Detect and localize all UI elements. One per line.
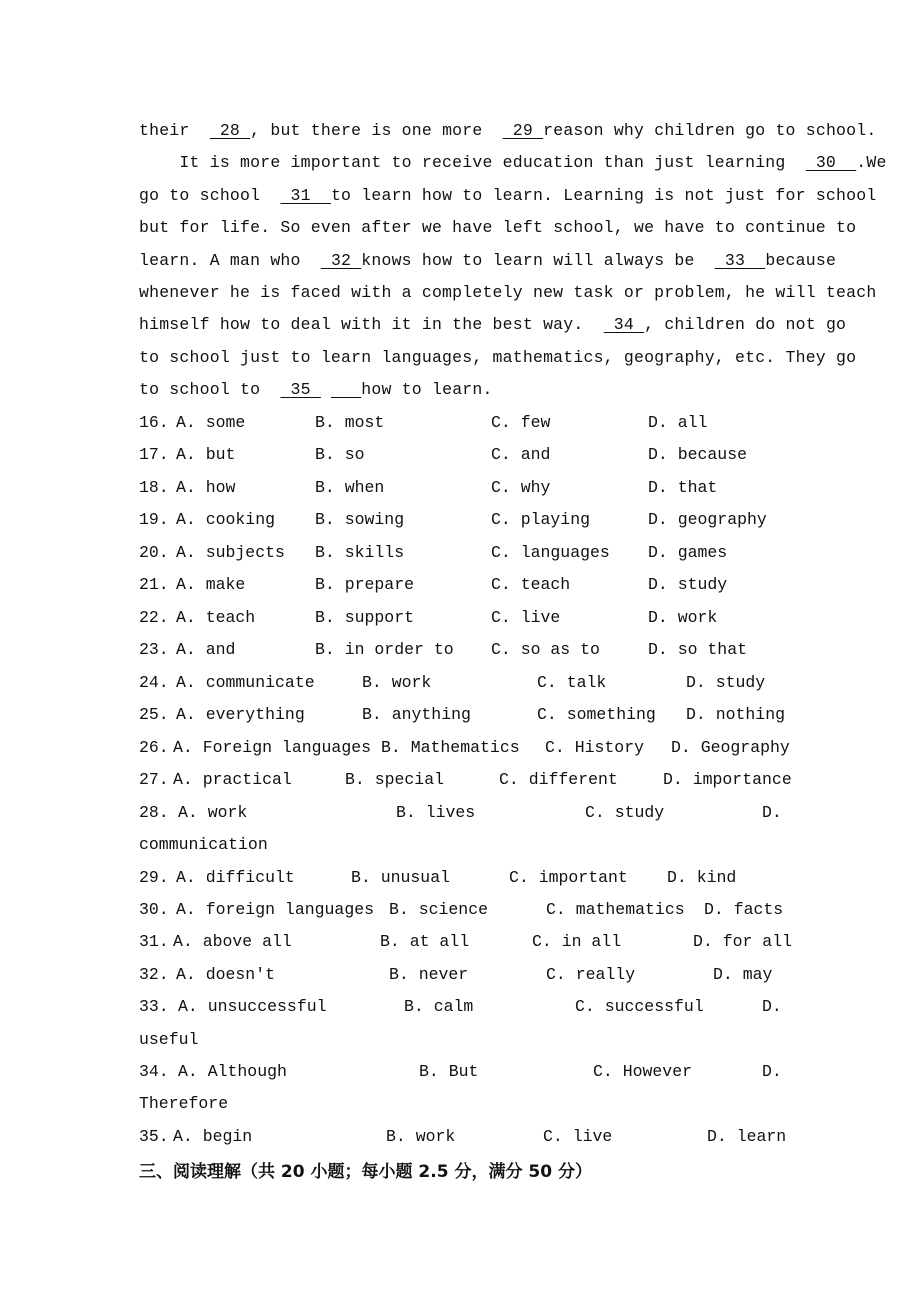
blank-29: 29 — [502, 121, 544, 140]
option-c: C. few — [491, 413, 551, 432]
option-d: D. games — [648, 543, 728, 562]
question-20 — [139, 542, 781, 564]
option-b: B. anything — [362, 705, 471, 724]
option-a: A. some — [176, 413, 246, 432]
option-b: B. lives — [396, 803, 476, 822]
option-d: D. nothing — [686, 705, 786, 724]
question-31 — [139, 931, 793, 953]
option-d: D. kind — [667, 868, 737, 887]
blank-33: 33 — [714, 251, 766, 270]
option-c: C. talk — [537, 673, 607, 692]
question-number: 30. — [139, 900, 169, 919]
option-d: D. so that — [648, 640, 748, 659]
option-a: A. communicate — [176, 673, 315, 692]
option-c: C. important — [509, 868, 628, 887]
option-b: B. when — [315, 478, 385, 497]
option-d: D. facts — [704, 900, 784, 919]
question-27 — [139, 769, 792, 791]
blank-32: 32 — [320, 251, 362, 270]
question-number: 31. — [139, 932, 169, 951]
option-b: B. sowing — [315, 510, 405, 529]
option-a: A. everything — [176, 705, 305, 724]
passage-line: to school to 35 how to learn. — [139, 380, 493, 399]
question-22 — [139, 607, 781, 629]
question-number: 34. — [139, 1062, 169, 1081]
option-b: B. But — [419, 1062, 479, 1081]
option-a: A. Although — [178, 1062, 287, 1081]
blank-35-extra — [331, 380, 361, 399]
option-b: B. so — [315, 445, 365, 464]
blank-28: 28 — [209, 121, 251, 140]
option-b: B. work — [386, 1127, 456, 1146]
question-25 — [139, 704, 786, 726]
question-34-wrap — [139, 1093, 781, 1115]
option-a: A. teach — [176, 608, 256, 627]
option-c: C. History — [545, 738, 645, 757]
option-a: A. how — [176, 478, 236, 497]
option-c: C. and — [491, 445, 551, 464]
option-c: C. live — [491, 608, 561, 627]
option-a: A. make — [176, 575, 246, 594]
passage-line: whenever he is faced with a completely new task or problem, he will teach — [139, 283, 877, 302]
option-b: B. work — [362, 673, 432, 692]
option-d: D. all — [648, 413, 708, 432]
question-number: 25. — [139, 705, 169, 724]
question-24 — [139, 672, 781, 694]
question-number: 23. — [139, 640, 169, 659]
option-d: D. that — [648, 478, 718, 497]
passage-line: himself how to deal with it in the best way. 34 , children do not go — [139, 315, 847, 334]
option-b: B. Mathematics — [381, 738, 520, 757]
option-b: B. prepare — [315, 575, 415, 594]
option-b: B. most — [315, 413, 385, 432]
option-d-text: useful — [139, 1030, 199, 1049]
question-number: 16. — [139, 413, 169, 432]
option-c: C. However — [593, 1062, 693, 1081]
question-28 — [139, 802, 781, 824]
question-number: 20. — [139, 543, 169, 562]
option-a: A. practical — [173, 770, 292, 789]
option-c: C. successful — [575, 997, 704, 1016]
option-b: B. unusual — [351, 868, 451, 887]
blank-30: 30 — [805, 153, 857, 172]
question-number: 29. — [139, 868, 169, 887]
option-a: A. doesn't — [176, 965, 276, 984]
question-number: 17. — [139, 445, 169, 464]
option-d: D. geography — [648, 510, 767, 529]
option-d-text: Therefore — [139, 1094, 229, 1113]
question-number: 26. — [139, 738, 169, 757]
question-19 — [139, 509, 781, 531]
option-a: A. but — [176, 445, 236, 464]
option-c: C. teach — [491, 575, 571, 594]
question-number: 33. — [139, 997, 169, 1016]
question-17 — [139, 444, 781, 466]
option-a: A. above all — [173, 932, 292, 951]
question-16 — [139, 412, 781, 434]
question-number: 27. — [139, 770, 169, 789]
option-c: C. so as to — [491, 640, 600, 659]
option-a: A. unsuccessful — [178, 997, 327, 1016]
question-23 — [139, 639, 781, 661]
option-d: D. importance — [663, 770, 792, 789]
question-number: 32. — [139, 965, 169, 984]
option-c: C. in all — [532, 932, 622, 951]
option-b: B. skills — [315, 543, 405, 562]
option-c: C. something — [537, 705, 656, 724]
option-d: D. because — [648, 445, 748, 464]
passage-line: to school just to learn languages, mathematics, geography, etc. They go — [139, 348, 857, 367]
option-a: A. begin — [173, 1127, 253, 1146]
option-a: A. difficult — [176, 868, 295, 887]
question-35 — [139, 1126, 787, 1148]
passage-line: their 28 , but there is one more 29 reason why children go to school. — [139, 121, 877, 140]
option-d: D. study — [648, 575, 728, 594]
option-c: C. really — [546, 965, 636, 984]
option-d: D. — [762, 997, 782, 1016]
option-d: D. Geography — [671, 738, 790, 757]
question-30 — [139, 899, 784, 921]
option-a: A. subjects — [176, 543, 285, 562]
question-33 — [139, 996, 781, 1018]
option-b: B. support — [315, 608, 415, 627]
blank-31: 31 — [280, 186, 331, 205]
option-a: A. Foreign languages — [173, 738, 372, 757]
question-28-wrap — [139, 834, 781, 856]
question-21 — [139, 574, 781, 596]
option-c: C. why — [491, 478, 551, 497]
question-34 — [139, 1061, 781, 1083]
option-b: B. never — [389, 965, 469, 984]
option-a: A. cooking — [176, 510, 276, 529]
option-d: D. — [762, 803, 782, 822]
question-number: 24. — [139, 673, 169, 692]
option-a: A. and — [176, 640, 236, 659]
option-c: C. playing — [491, 510, 591, 529]
option-b: B. special — [345, 770, 445, 789]
question-number: 18. — [139, 478, 169, 497]
blank-35: 35 — [280, 380, 321, 399]
passage-line: learn. A man who 32 knows how to learn will always be 33 because — [139, 251, 837, 270]
question-number: 35. — [139, 1127, 169, 1146]
question-32 — [139, 964, 781, 986]
blank-34: 34 — [603, 315, 645, 334]
passage-line: It is more important to receive education than just learning 30 .We — [139, 153, 887, 172]
question-number: 21. — [139, 575, 169, 594]
question-26 — [139, 737, 790, 759]
question-number: 28. — [139, 803, 169, 822]
passage-line: but for life. So even after we have left school, we have to continue to — [139, 218, 857, 237]
option-d: D. learn — [707, 1127, 787, 1146]
option-b: B. at all — [380, 932, 470, 951]
question-29 — [139, 867, 781, 889]
question-18 — [139, 477, 781, 499]
option-c: C. languages — [491, 543, 610, 562]
option-d: D. study — [686, 673, 766, 692]
option-c: C. mathematics — [546, 900, 685, 919]
option-d: D. work — [648, 608, 718, 627]
option-c: C. study — [585, 803, 665, 822]
option-c: C. live — [543, 1127, 613, 1146]
option-d: D. for all — [693, 932, 793, 951]
option-b: B. in order to — [315, 640, 454, 659]
option-d: D. may — [713, 965, 773, 984]
question-number: 22. — [139, 608, 169, 627]
passage-line: go to school 31 to learn how to learn. Learning is not just for school — [139, 186, 877, 205]
section-heading: 三、阅读理解（共 20 小题；每小题 2.5 分，满分 50 分） — [139, 1162, 592, 1182]
option-d: D. — [762, 1062, 782, 1081]
option-d-text: communication — [139, 835, 268, 854]
question-number: 19. — [139, 510, 169, 529]
option-c: C. different — [499, 770, 618, 789]
option-b: B. calm — [404, 997, 474, 1016]
option-a: A. work — [178, 803, 248, 822]
option-b: B. science — [389, 900, 489, 919]
question-33-wrap — [139, 1029, 781, 1051]
option-a: A. foreign languages — [176, 900, 375, 919]
